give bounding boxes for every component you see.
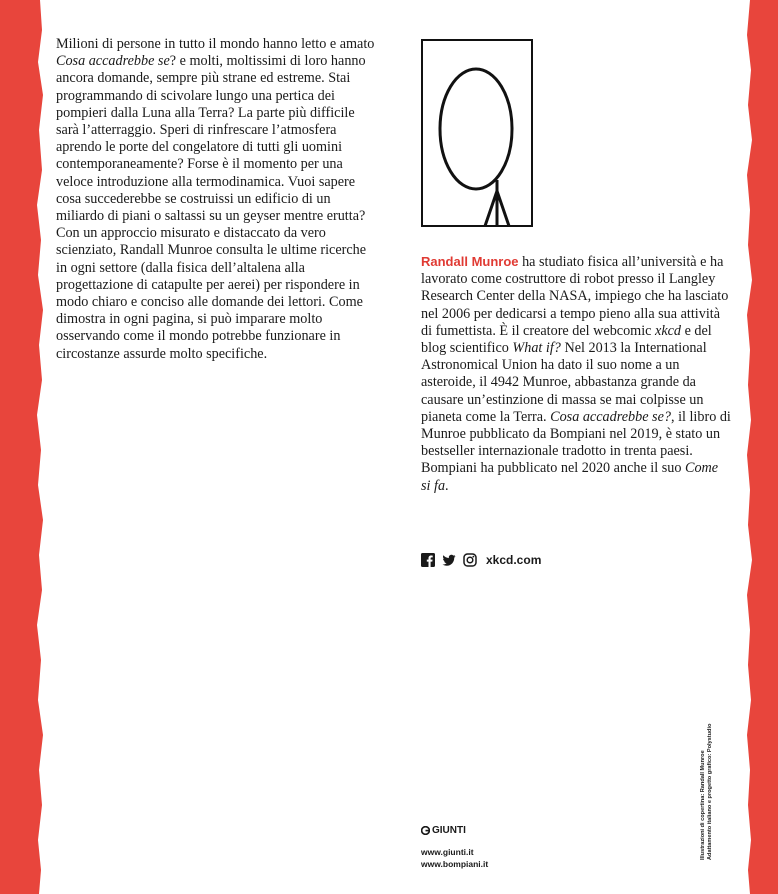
credit-line-design: Adattamento italiano e progetto grafico: Polystudio xyxy=(707,723,713,860)
bio-text: . xyxy=(445,477,449,494)
bio-text: Nel 2013 la International Astronomical Union ha dato il suo nome a un asteroide, il 4942 Munroe, abbastanza grande da causare un’estinzione di massa se mai colpisse un pianeta come la Terra. xyxy=(421,340,707,425)
whatif-italic: What if? xyxy=(512,340,561,357)
author-bio xyxy=(421,253,731,495)
blurb-paragraph-2: Con un approccio misurato e distaccato da vero scienziato, Randall Munroe consulta le ultime ricerche in ogni settore (dalla fisica dell’altalena alla progettazione di catapulte per aerei) per rispondere in modo chiaro e conciso alle domande dei lettori. Come dimostra in ogni pagina, si può imparare molto osservando come il mondo potrebbe funzionare in circostanze assurde molto specifiche. xyxy=(56,225,367,362)
credit-line-illustrations: Illustrazioni di copertina: Randall Munroe xyxy=(700,750,706,860)
facebook-icon[interactable] xyxy=(421,553,435,567)
red-torn-edge-left xyxy=(0,0,44,894)
bio-text: e del blog scientifico xyxy=(421,322,712,357)
author-portrait xyxy=(421,39,533,227)
xkcd-website-link[interactable]: xkcd.com xyxy=(486,553,542,567)
giunti-logo-text: GIUNTI xyxy=(432,824,466,836)
xkcd-italic: xkcd xyxy=(655,322,682,339)
blurb-text: ? e molti, moltissimi di loro hanno ancora domande, sempre più strane ed estreme. Stai programmando di scivolare lungo una pertica dei pompieri dalla Luna alla Terra? La parte più difficile sarà l’atterraggio. Speri di rinfrescare l’atmosfera aprendo le porte del congelatore di tutti gli uomini contemporaneamente? Forse è il momento per una veloce introduzione alla termodinamica. Vuoi sapere cosa succederebbe se costruissi un edificio di un miliardo di piani o saltassi su un geyser mentre erutta? xyxy=(56,53,366,225)
social-links xyxy=(421,551,541,569)
bio-text: , il libro di Munroe pubblicato da Bompiani nel 2019, è stato un bestseller internazionale tradotto in trenta paesi. Bompiani ha pubblicato nel 2020 anche il suo xyxy=(421,408,731,477)
book-title-italic: Cosa accadrebbe se xyxy=(56,53,170,70)
cover-credits xyxy=(700,710,714,860)
giunti-logo xyxy=(421,823,488,837)
red-torn-edge-right xyxy=(746,0,778,894)
twitter-icon[interactable] xyxy=(442,553,456,567)
red-edge-shape xyxy=(0,0,43,894)
giunti-url[interactable]: www.giunti.it xyxy=(421,847,474,857)
come-italic: Come si fa xyxy=(421,460,719,494)
author-name: Randall Munroe xyxy=(421,254,519,269)
red-edge-shape xyxy=(747,0,778,894)
giunti-logo-icon xyxy=(421,826,430,835)
bio-text: ha studiato fisica all’università e ha lavorato come costruttore di robot presso il Langley Research Center della NASA, impiego che ha lasciato nel 2006 per dedicarsi a tempo pieno alla sua attività di fumettista. È il creatore del webcomic xyxy=(421,254,729,339)
cosa-italic: Cosa accadrebbe se? xyxy=(550,408,671,425)
blurb-text: Milioni di persone in tutto il mondo hanno letto e amato xyxy=(56,36,375,52)
bompiani-url[interactable]: www.bompiani.it xyxy=(421,859,489,869)
blurb-paragraph-1 xyxy=(56,36,376,225)
instagram-icon[interactable] xyxy=(463,553,477,567)
publisher-block xyxy=(421,823,488,870)
back-cover-blurb xyxy=(56,36,376,363)
